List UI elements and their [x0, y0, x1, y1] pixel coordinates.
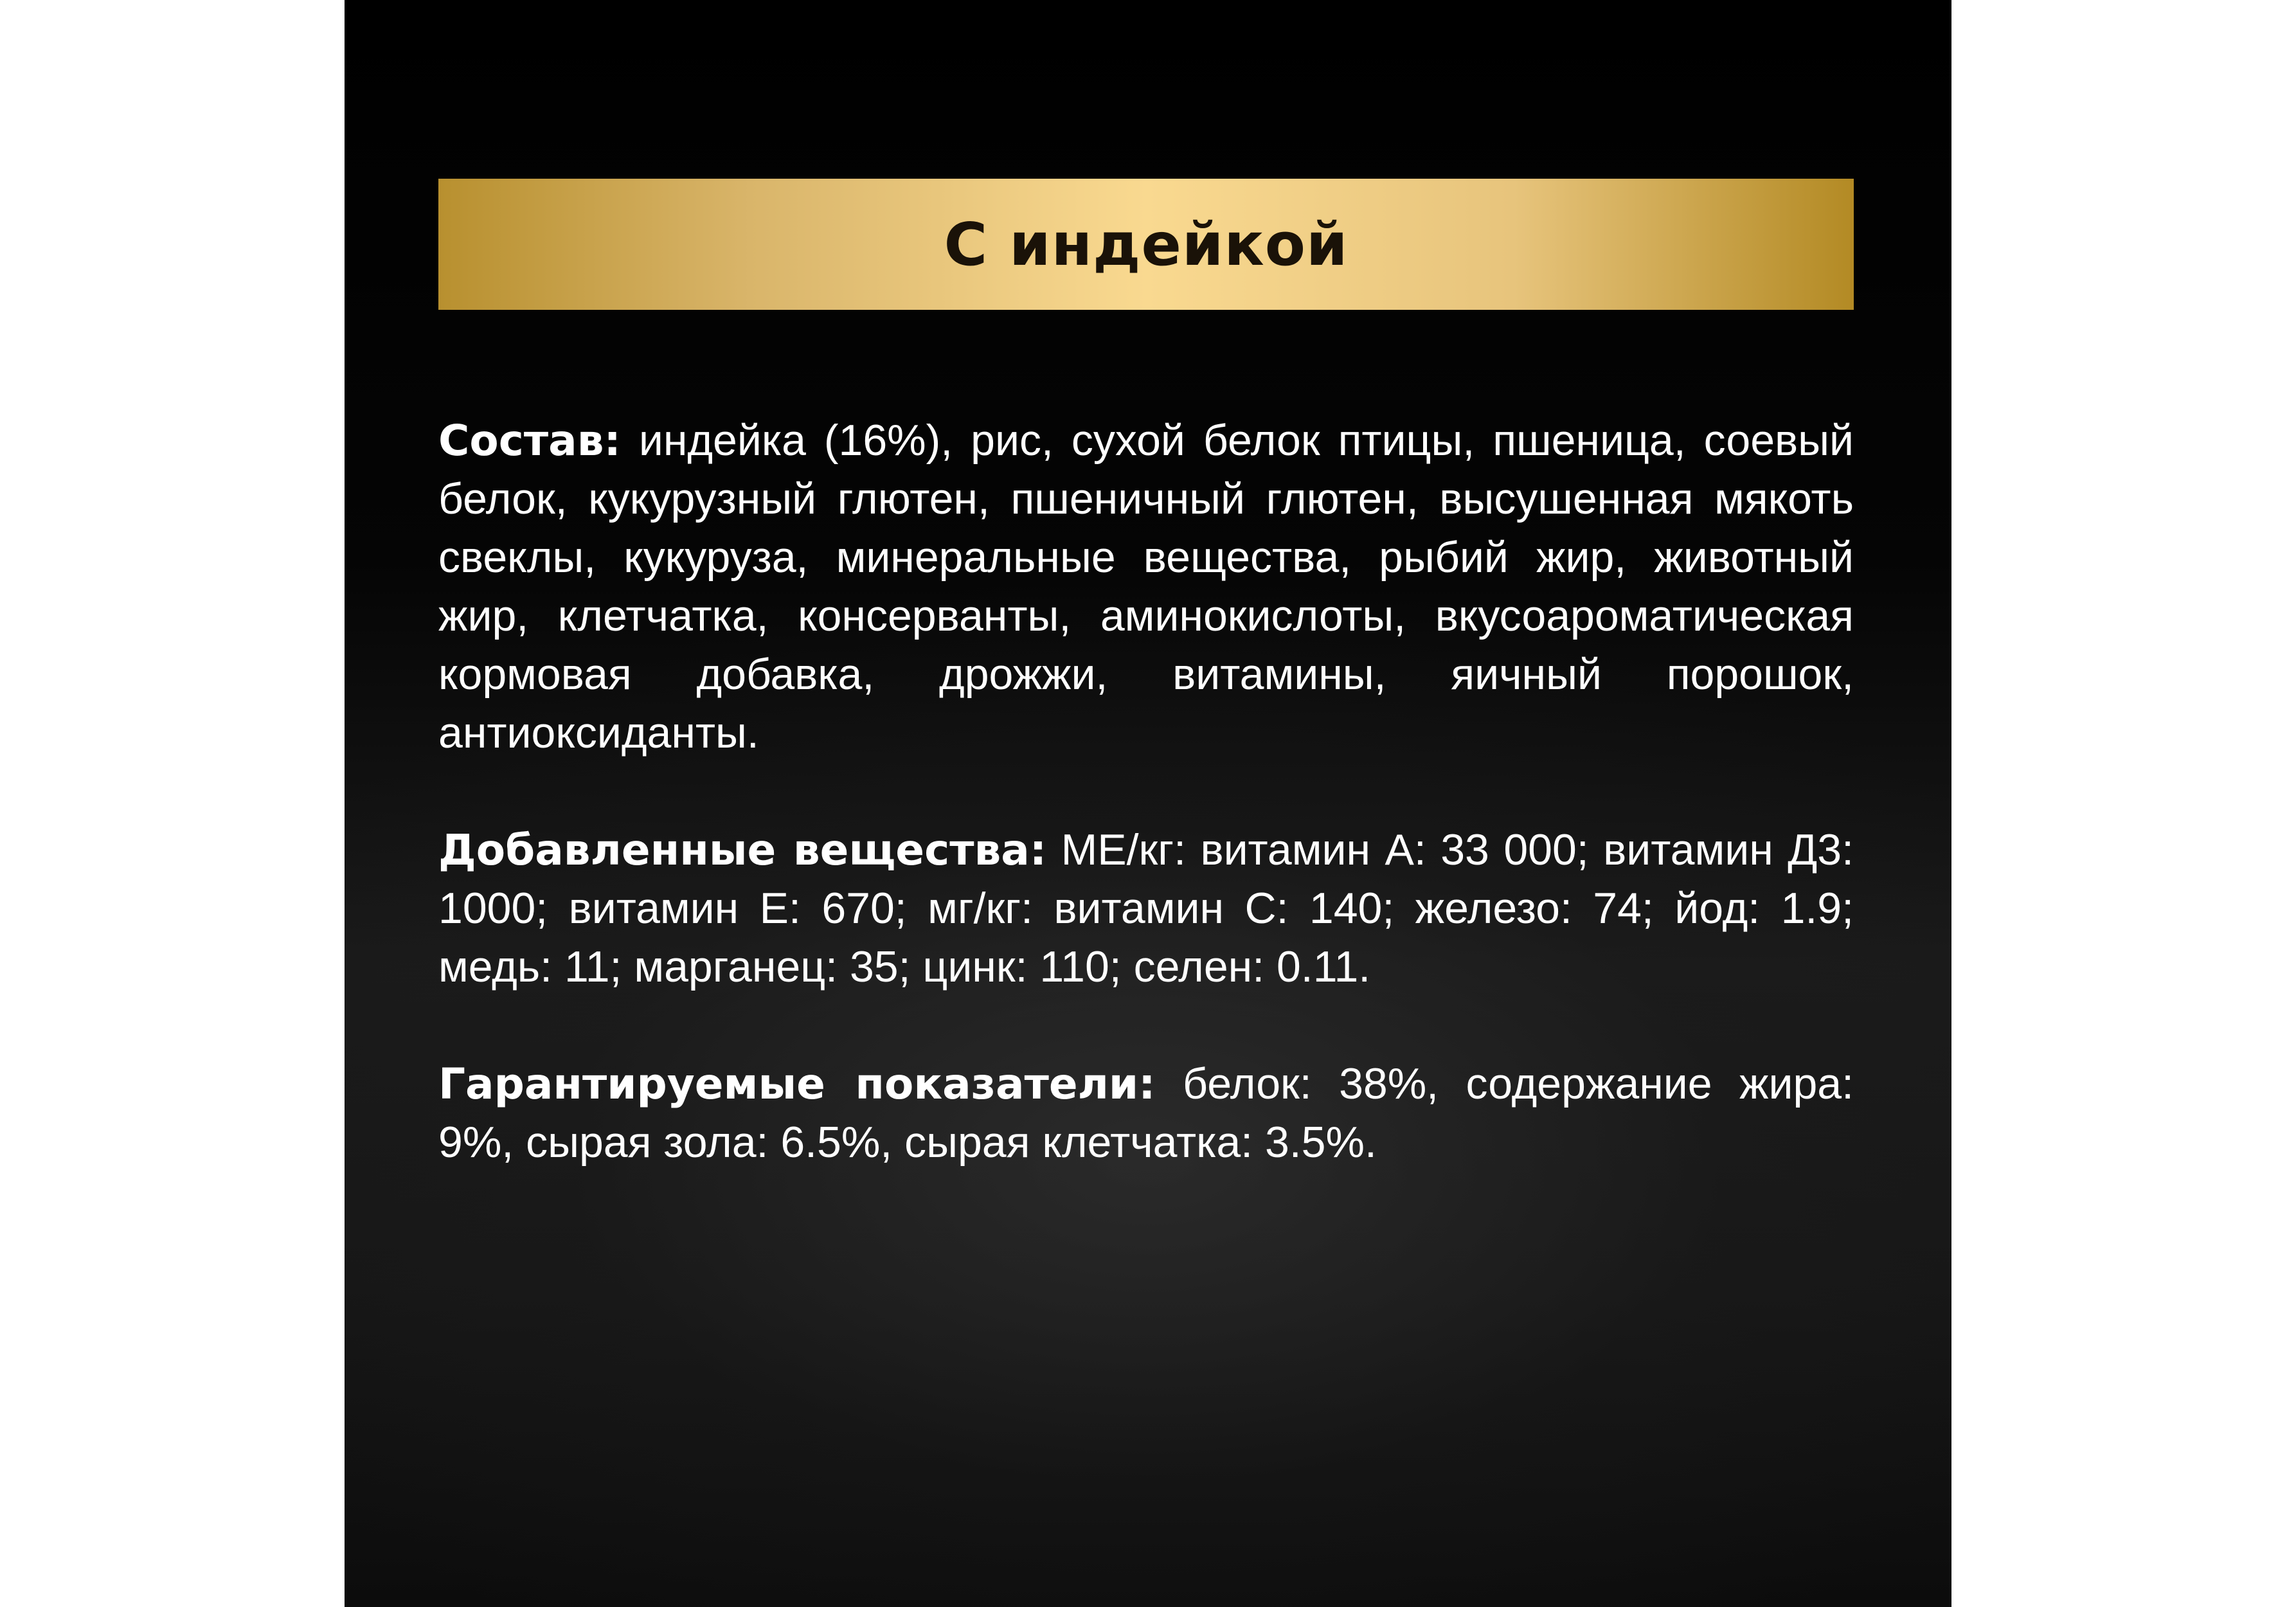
additives-paragraph	[438, 821, 1854, 996]
guaranteed-paragraph	[438, 1055, 1854, 1172]
additives-label: Добавленные вещества:	[438, 825, 1047, 875]
composition-text: индейка (16%), рис, сухой белок птицы, пшеница, соевый белок, кукурузный глютен, пшеничный глютен, высушенная мякоть свеклы, кукуруза, минеральные вещества, рыбий жир, животный жир, клетчатка, консерванты, аминокислоты, вкусоароматическая кормовая добавка, дрожжи, витамины, яичный порошок, антиоксиданты.	[438, 416, 1854, 757]
spacer	[438, 996, 1854, 1055]
product-title: С индейкой	[944, 210, 1349, 279]
guaranteed-text: белок: 38%, содержание жира: 9%, сырая зола: 6.5%, сырая клетчатка: 3.5%.	[438, 1059, 1854, 1167]
product-info-panel	[345, 0, 1951, 1607]
spacer	[438, 762, 1854, 821]
info-content	[438, 411, 1854, 1172]
composition-paragraph	[438, 411, 1854, 762]
title-banner	[438, 179, 1854, 310]
additives-text: МЕ/кг: витамин А: 33 000; витамин Д3: 1000; витамин Е: 670; мг/кг: витамин С: 140; железо: 74; йод: 1.9; медь: 11; марганец: 35; цинк: 110; селен: 0.11.	[438, 825, 1854, 991]
composition-label: Состав:	[438, 416, 621, 465]
guaranteed-label: Гарантируемые показатели:	[438, 1059, 1156, 1109]
